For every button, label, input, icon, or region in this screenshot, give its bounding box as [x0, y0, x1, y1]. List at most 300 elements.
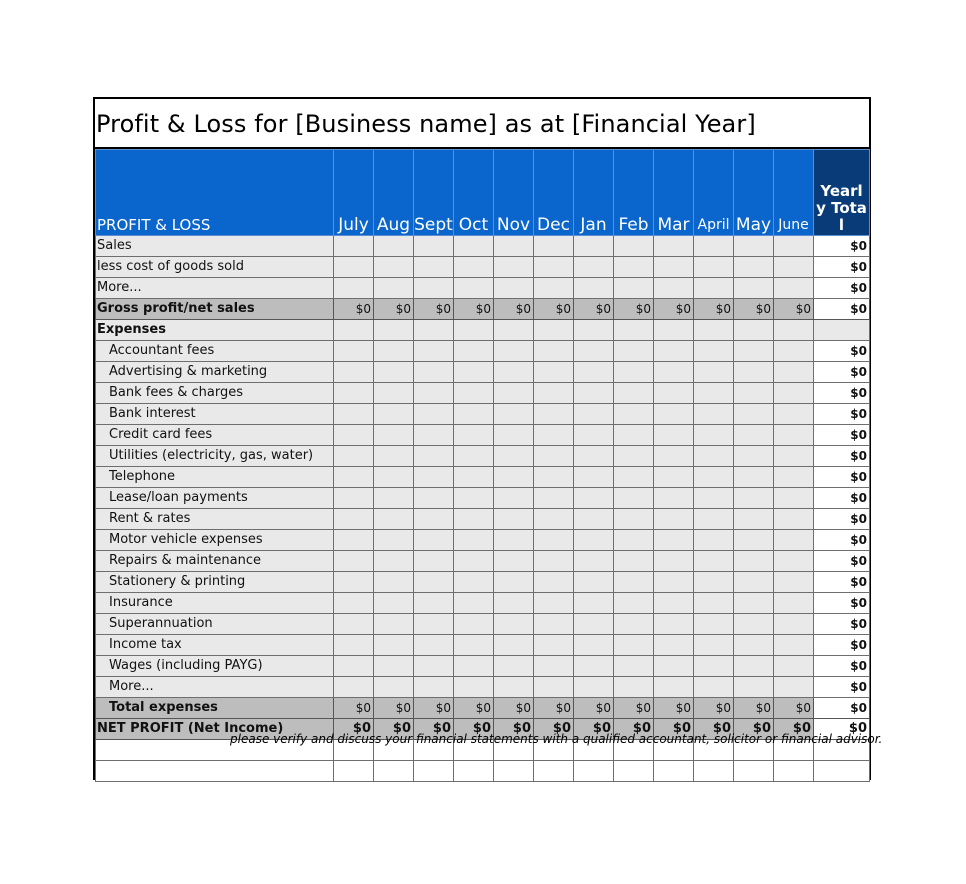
expense-row-month-cell[interactable] [614, 425, 654, 446]
expense-row-label[interactable]: Credit card fees [96, 425, 334, 446]
cogs-row-month-cell[interactable] [574, 257, 614, 278]
expense-row-label[interactable]: Lease/loan payments [96, 488, 334, 509]
expense-row-total[interactable]: $0 [814, 362, 870, 383]
gross-profit-row-total[interactable]: $0 [814, 299, 870, 320]
expense-row-month-cell[interactable] [454, 614, 494, 635]
expense-row-month-cell[interactable] [494, 446, 534, 467]
blank-cell[interactable] [654, 761, 694, 782]
expense-row-month-cell[interactable] [614, 572, 654, 593]
net-profit-row-month-cell[interactable]: $0 [654, 719, 694, 740]
more-row-month-cell[interactable] [734, 278, 774, 299]
month-header-june[interactable]: June [774, 150, 814, 236]
expense-row-month-cell[interactable] [414, 572, 454, 593]
expense-row-month-cell[interactable] [454, 509, 494, 530]
expense-row-month-cell[interactable] [574, 635, 614, 656]
expense-row-month-cell[interactable] [534, 467, 574, 488]
expenses-heading-cell[interactable] [814, 320, 870, 341]
expense-row-month-cell[interactable] [534, 425, 574, 446]
expense-row-month-cell[interactable] [734, 383, 774, 404]
gross-profit-row-month-cell[interactable]: $0 [654, 299, 694, 320]
expense-row-month-cell[interactable] [334, 341, 374, 362]
expense-row-total[interactable]: $0 [814, 572, 870, 593]
gross-profit-row-month-cell[interactable]: $0 [614, 299, 654, 320]
expense-row-month-cell[interactable] [574, 677, 614, 698]
expense-row-month-cell[interactable] [334, 467, 374, 488]
gross-profit-row-month-cell[interactable]: $0 [574, 299, 614, 320]
expense-row-month-cell[interactable] [454, 572, 494, 593]
expense-row-month-cell[interactable] [334, 530, 374, 551]
expense-row-month-cell[interactable] [414, 425, 454, 446]
expense-row-month-cell[interactable] [774, 509, 814, 530]
expense-row-month-cell[interactable] [374, 383, 414, 404]
cogs-row-month-cell[interactable] [454, 257, 494, 278]
expense-row-month-cell[interactable] [414, 677, 454, 698]
month-header-sept[interactable]: Sept [414, 150, 454, 236]
expense-row-month-cell[interactable] [614, 362, 654, 383]
expense-row-total[interactable]: $0 [814, 551, 870, 572]
blank-cell[interactable] [374, 761, 414, 782]
more-row-month-cell[interactable] [454, 278, 494, 299]
sales-row-month-cell[interactable] [414, 236, 454, 257]
expense-row-month-cell[interactable] [734, 635, 774, 656]
expense-row-month-cell[interactable] [334, 677, 374, 698]
expense-row-total[interactable]: $0 [814, 593, 870, 614]
cogs-row-month-cell[interactable] [494, 257, 534, 278]
expenses-heading-cell[interactable] [494, 320, 534, 341]
gross-profit-row-month-cell[interactable]: $0 [494, 299, 534, 320]
month-header-dec[interactable]: Dec [534, 150, 574, 236]
expense-row-month-cell[interactable] [774, 593, 814, 614]
expense-row-month-cell[interactable] [694, 635, 734, 656]
expenses-heading-cell[interactable] [414, 320, 454, 341]
expense-row-month-cell[interactable] [734, 677, 774, 698]
expense-row-month-cell[interactable] [494, 530, 534, 551]
sales-row-month-cell[interactable] [574, 236, 614, 257]
expense-row-month-cell[interactable] [534, 509, 574, 530]
expense-row-month-cell[interactable] [534, 362, 574, 383]
expense-row-month-cell[interactable] [694, 593, 734, 614]
net-profit-row-label[interactable]: NET PROFIT (Net Income) [96, 719, 334, 740]
expense-row-label[interactable]: Repairs & maintenance [96, 551, 334, 572]
expense-row-month-cell[interactable] [774, 614, 814, 635]
expense-row-month-cell[interactable] [494, 509, 534, 530]
cogs-row-month-cell[interactable] [374, 257, 414, 278]
expense-row-month-cell[interactable] [734, 425, 774, 446]
expenses-heading[interactable]: Expenses [96, 320, 334, 341]
expense-row-month-cell[interactable] [454, 530, 494, 551]
expense-row-month-cell[interactable] [414, 467, 454, 488]
expense-row-month-cell[interactable] [774, 488, 814, 509]
expense-row-month-cell[interactable] [334, 572, 374, 593]
expense-row-month-cell[interactable] [694, 509, 734, 530]
sales-row-label[interactable]: Sales [96, 236, 334, 257]
expense-row-month-cell[interactable] [694, 467, 734, 488]
expense-row-month-cell[interactable] [774, 677, 814, 698]
expense-row-month-cell[interactable] [534, 656, 574, 677]
expense-row-month-cell[interactable] [654, 404, 694, 425]
expense-row-month-cell[interactable] [574, 446, 614, 467]
expense-row-month-cell[interactable] [694, 572, 734, 593]
net-profit-row-month-cell[interactable]: $0 [574, 719, 614, 740]
expense-row-month-cell[interactable] [374, 572, 414, 593]
expense-row-month-cell[interactable] [414, 341, 454, 362]
more-row-month-cell[interactable] [774, 278, 814, 299]
expense-row-month-cell[interactable] [574, 467, 614, 488]
expense-row-month-cell[interactable] [374, 362, 414, 383]
expense-row-label[interactable]: Income tax [96, 635, 334, 656]
expense-row-month-cell[interactable] [414, 635, 454, 656]
net-profit-row-month-cell[interactable]: $0 [694, 719, 734, 740]
expenses-heading-cell[interactable] [614, 320, 654, 341]
gross-profit-row-month-cell[interactable]: $0 [414, 299, 454, 320]
expense-row-month-cell[interactable] [494, 425, 534, 446]
sales-row-month-cell[interactable] [334, 236, 374, 257]
expense-row-month-cell[interactable] [654, 677, 694, 698]
cogs-row-total[interactable]: $0 [814, 257, 870, 278]
expenses-heading-cell[interactable] [734, 320, 774, 341]
expense-row-label[interactable]: Insurance [96, 593, 334, 614]
expense-row-total[interactable]: $0 [814, 635, 870, 656]
expense-row-month-cell[interactable] [374, 614, 414, 635]
net-profit-row-month-cell[interactable]: $0 [734, 719, 774, 740]
expense-row-month-cell[interactable] [614, 446, 654, 467]
expense-row-month-cell[interactable] [774, 656, 814, 677]
cogs-row-month-cell[interactable] [334, 257, 374, 278]
expense-row-month-cell[interactable] [454, 551, 494, 572]
gross-profit-row-label[interactable]: Gross profit/net sales [96, 299, 334, 320]
expense-row-month-cell[interactable] [734, 614, 774, 635]
expense-row-month-cell[interactable] [574, 509, 614, 530]
expense-row-month-cell[interactable] [374, 656, 414, 677]
expense-row-month-cell[interactable] [654, 383, 694, 404]
expense-row-month-cell[interactable] [534, 341, 574, 362]
expense-row-month-cell[interactable] [694, 383, 734, 404]
total-expenses-row-month-cell[interactable]: $0 [734, 698, 774, 719]
expense-row-month-cell[interactable] [654, 362, 694, 383]
expense-row-month-cell[interactable] [534, 677, 574, 698]
expense-row-month-cell[interactable] [534, 593, 574, 614]
gross-profit-row-month-cell[interactable]: $0 [734, 299, 774, 320]
more-row-month-cell[interactable] [614, 278, 654, 299]
expense-row-month-cell[interactable] [614, 551, 654, 572]
more-row-month-cell[interactable] [494, 278, 534, 299]
expense-row-month-cell[interactable] [334, 614, 374, 635]
expense-row-month-cell[interactable] [414, 446, 454, 467]
expense-row-month-cell[interactable] [454, 488, 494, 509]
net-profit-row-month-cell[interactable]: $0 [494, 719, 534, 740]
expense-row-month-cell[interactable] [454, 341, 494, 362]
expense-row-month-cell[interactable] [414, 488, 454, 509]
expense-row-total[interactable]: $0 [814, 530, 870, 551]
expense-row-month-cell[interactable] [774, 446, 814, 467]
expense-row-month-cell[interactable] [374, 425, 414, 446]
expense-row-month-cell[interactable] [454, 677, 494, 698]
expense-row-month-cell[interactable] [574, 404, 614, 425]
total-expenses-row-month-cell[interactable]: $0 [614, 698, 654, 719]
expense-row-month-cell[interactable] [414, 656, 454, 677]
expense-row-month-cell[interactable] [494, 635, 534, 656]
blank-cell[interactable] [414, 761, 454, 782]
expense-row-month-cell[interactable] [694, 362, 734, 383]
expense-row-month-cell[interactable] [454, 656, 494, 677]
total-expenses-row-month-cell[interactable]: $0 [494, 698, 534, 719]
expense-row-month-cell[interactable] [654, 530, 694, 551]
expense-row-total[interactable]: $0 [814, 677, 870, 698]
cogs-row-label[interactable]: less cost of goods sold [96, 257, 334, 278]
net-profit-row-month-cell[interactable]: $0 [454, 719, 494, 740]
expense-row-month-cell[interactable] [534, 551, 574, 572]
expense-row-month-cell[interactable] [774, 362, 814, 383]
expense-row-month-cell[interactable] [614, 509, 654, 530]
month-header-july[interactable]: July [334, 150, 374, 236]
expense-row-month-cell[interactable] [614, 635, 654, 656]
expense-row-label[interactable]: Rent & rates [96, 509, 334, 530]
net-profit-row-month-cell[interactable]: $0 [534, 719, 574, 740]
expense-row-month-cell[interactable] [414, 551, 454, 572]
expense-row-month-cell[interactable] [334, 383, 374, 404]
expenses-heading-cell[interactable] [374, 320, 414, 341]
expense-row-month-cell[interactable] [414, 614, 454, 635]
expense-row-month-cell[interactable] [614, 593, 654, 614]
expense-row-month-cell[interactable] [334, 593, 374, 614]
expense-row-month-cell[interactable] [334, 488, 374, 509]
expense-row-month-cell[interactable] [414, 509, 454, 530]
expense-row-label[interactable]: Superannuation [96, 614, 334, 635]
expense-row-month-cell[interactable] [574, 341, 614, 362]
blank-cell[interactable] [614, 761, 654, 782]
month-header-mar[interactable]: Mar [654, 150, 694, 236]
yearly-total-header[interactable]: Yearly Total [814, 150, 870, 236]
sales-row-month-cell[interactable] [614, 236, 654, 257]
expense-row-month-cell[interactable] [374, 677, 414, 698]
expense-row-month-cell[interactable] [494, 614, 534, 635]
more-row-month-cell[interactable] [534, 278, 574, 299]
expense-row-month-cell[interactable] [534, 383, 574, 404]
expense-row-label[interactable]: Utilities (electricity, gas, water) [96, 446, 334, 467]
expense-row-month-cell[interactable] [494, 677, 534, 698]
expense-row-month-cell[interactable] [694, 446, 734, 467]
net-profit-row-total[interactable]: $0 [814, 719, 870, 740]
expense-row-month-cell[interactable] [614, 488, 654, 509]
expense-row-month-cell[interactable] [774, 467, 814, 488]
expense-row-label[interactable]: Bank interest [96, 404, 334, 425]
total-expenses-row-month-cell[interactable]: $0 [574, 698, 614, 719]
expense-row-month-cell[interactable] [534, 572, 574, 593]
expense-row-month-cell[interactable] [334, 635, 374, 656]
expense-row-month-cell[interactable] [494, 488, 534, 509]
expense-row-month-cell[interactable] [614, 404, 654, 425]
expense-row-month-cell[interactable] [534, 614, 574, 635]
more-row-total[interactable]: $0 [814, 278, 870, 299]
total-expenses-row-month-cell[interactable]: $0 [774, 698, 814, 719]
expense-row-month-cell[interactable] [334, 446, 374, 467]
expense-row-label[interactable]: Bank fees & charges [96, 383, 334, 404]
more-row-month-cell[interactable] [334, 278, 374, 299]
more-row-month-cell[interactable] [694, 278, 734, 299]
expense-row-month-cell[interactable] [374, 530, 414, 551]
cogs-row-month-cell[interactable] [774, 257, 814, 278]
expense-row-month-cell[interactable] [654, 593, 694, 614]
expense-row-total[interactable]: $0 [814, 425, 870, 446]
expenses-heading-cell[interactable] [334, 320, 374, 341]
expense-row-label[interactable]: Accountant fees [96, 341, 334, 362]
expense-row-month-cell[interactable] [454, 446, 494, 467]
expense-row-month-cell[interactable] [454, 593, 494, 614]
expense-row-month-cell[interactable] [494, 656, 534, 677]
expense-row-month-cell[interactable] [654, 467, 694, 488]
expense-row-month-cell[interactable] [614, 467, 654, 488]
sales-row-month-cell[interactable] [654, 236, 694, 257]
more-row-month-cell[interactable] [414, 278, 454, 299]
expense-row-month-cell[interactable] [334, 425, 374, 446]
expense-row-month-cell[interactable] [654, 446, 694, 467]
expense-row-month-cell[interactable] [334, 551, 374, 572]
expenses-heading-cell[interactable] [534, 320, 574, 341]
expense-row-label[interactable]: More... [96, 677, 334, 698]
month-header-jan[interactable]: Jan [574, 150, 614, 236]
expense-row-month-cell[interactable] [694, 530, 734, 551]
total-expenses-row-month-cell[interactable]: $0 [374, 698, 414, 719]
blank-cell[interactable] [494, 761, 534, 782]
expense-row-month-cell[interactable] [574, 488, 614, 509]
expense-row-month-cell[interactable] [374, 467, 414, 488]
total-expenses-row-total[interactable]: $0 [814, 698, 870, 719]
expense-row-month-cell[interactable] [454, 425, 494, 446]
sales-row-total[interactable]: $0 [814, 236, 870, 257]
expense-row-month-cell[interactable] [774, 404, 814, 425]
expense-row-total[interactable]: $0 [814, 656, 870, 677]
expense-row-month-cell[interactable] [454, 383, 494, 404]
expense-row-month-cell[interactable] [614, 383, 654, 404]
expense-row-month-cell[interactable] [734, 509, 774, 530]
expense-row-month-cell[interactable] [734, 362, 774, 383]
expense-row-total[interactable]: $0 [814, 446, 870, 467]
expense-row-month-cell[interactable] [494, 593, 534, 614]
expense-row-month-cell[interactable] [494, 404, 534, 425]
blank-cell[interactable] [814, 761, 870, 782]
expense-row-month-cell[interactable] [494, 362, 534, 383]
expense-row-total[interactable]: $0 [814, 341, 870, 362]
expense-row-month-cell[interactable] [734, 572, 774, 593]
sales-row-month-cell[interactable] [734, 236, 774, 257]
more-row-month-cell[interactable] [654, 278, 694, 299]
expense-row-month-cell[interactable] [494, 572, 534, 593]
gross-profit-row-month-cell[interactable]: $0 [694, 299, 734, 320]
expense-row-month-cell[interactable] [414, 530, 454, 551]
total-expenses-row-month-cell[interactable]: $0 [334, 698, 374, 719]
expense-row-month-cell[interactable] [614, 530, 654, 551]
expense-row-month-cell[interactable] [694, 341, 734, 362]
net-profit-row-month-cell[interactable]: $0 [414, 719, 454, 740]
expense-row-month-cell[interactable] [374, 446, 414, 467]
expense-row-month-cell[interactable] [414, 383, 454, 404]
expense-row-month-cell[interactable] [574, 425, 614, 446]
month-header-aug[interactable]: Aug [374, 150, 414, 236]
expense-row-month-cell[interactable] [414, 404, 454, 425]
expense-row-month-cell[interactable] [334, 509, 374, 530]
expense-row-month-cell[interactable] [574, 614, 614, 635]
sales-row-month-cell[interactable] [494, 236, 534, 257]
expense-row-month-cell[interactable] [534, 446, 574, 467]
net-profit-row-month-cell[interactable]: $0 [614, 719, 654, 740]
expense-row-month-cell[interactable] [374, 509, 414, 530]
month-header-may[interactable]: May [734, 150, 774, 236]
sales-row-month-cell[interactable] [534, 236, 574, 257]
expenses-heading-cell[interactable] [774, 320, 814, 341]
cogs-row-month-cell[interactable] [614, 257, 654, 278]
month-header-april[interactable]: April [694, 150, 734, 236]
expense-row-month-cell[interactable] [774, 425, 814, 446]
expense-row-month-cell[interactable] [734, 446, 774, 467]
expense-row-month-cell[interactable] [494, 341, 534, 362]
expense-row-month-cell[interactable] [734, 530, 774, 551]
expense-row-month-cell[interactable] [534, 530, 574, 551]
expense-row-month-cell[interactable] [654, 509, 694, 530]
blank-cell[interactable] [454, 761, 494, 782]
expense-row-month-cell[interactable] [694, 404, 734, 425]
gross-profit-row-month-cell[interactable]: $0 [774, 299, 814, 320]
expense-row-month-cell[interactable] [574, 572, 614, 593]
expense-row-month-cell[interactable] [374, 404, 414, 425]
cogs-row-month-cell[interactable] [534, 257, 574, 278]
expense-row-total[interactable]: $0 [814, 614, 870, 635]
expense-row-month-cell[interactable] [574, 362, 614, 383]
sales-row-month-cell[interactable] [454, 236, 494, 257]
expense-row-month-cell[interactable] [494, 551, 534, 572]
expense-row-month-cell[interactable] [694, 656, 734, 677]
expense-row-label[interactable]: Stationery & printing [96, 572, 334, 593]
expense-row-label[interactable]: Wages (including PAYG) [96, 656, 334, 677]
expense-row-month-cell[interactable] [654, 656, 694, 677]
gross-profit-row-month-cell[interactable]: $0 [534, 299, 574, 320]
expense-row-label[interactable]: Motor vehicle expenses [96, 530, 334, 551]
expense-row-month-cell[interactable] [374, 488, 414, 509]
expense-row-month-cell[interactable] [654, 614, 694, 635]
gross-profit-row-month-cell[interactable]: $0 [374, 299, 414, 320]
expense-row-month-cell[interactable] [694, 677, 734, 698]
more-row-month-cell[interactable] [574, 278, 614, 299]
total-expenses-row-month-cell[interactable]: $0 [694, 698, 734, 719]
expenses-heading-cell[interactable] [694, 320, 734, 341]
expense-row-month-cell[interactable] [734, 341, 774, 362]
total-expenses-row-month-cell[interactable]: $0 [654, 698, 694, 719]
expense-row-month-cell[interactable] [694, 425, 734, 446]
sales-row-month-cell[interactable] [694, 236, 734, 257]
expense-row-month-cell[interactable] [374, 635, 414, 656]
cogs-row-month-cell[interactable] [414, 257, 454, 278]
month-header-oct[interactable]: Oct [454, 150, 494, 236]
expense-row-month-cell[interactable] [574, 530, 614, 551]
expense-row-month-cell[interactable] [694, 614, 734, 635]
expense-row-month-cell[interactable] [454, 362, 494, 383]
expense-row-month-cell[interactable] [494, 467, 534, 488]
total-expenses-row-label[interactable]: Total expenses [96, 698, 334, 719]
expense-row-month-cell[interactable] [734, 656, 774, 677]
expense-row-month-cell[interactable] [614, 677, 654, 698]
expense-row-month-cell[interactable] [654, 572, 694, 593]
expense-row-month-cell[interactable] [774, 551, 814, 572]
expense-row-month-cell[interactable] [654, 551, 694, 572]
expense-row-month-cell[interactable] [334, 404, 374, 425]
expense-row-month-cell[interactable] [374, 551, 414, 572]
expense-row-month-cell[interactable] [334, 656, 374, 677]
expense-row-month-cell[interactable] [774, 635, 814, 656]
expense-row-month-cell[interactable] [574, 551, 614, 572]
expense-row-month-cell[interactable] [654, 635, 694, 656]
net-profit-row-month-cell[interactable]: $0 [334, 719, 374, 740]
expense-row-month-cell[interactable] [454, 467, 494, 488]
expense-row-month-cell[interactable] [334, 362, 374, 383]
